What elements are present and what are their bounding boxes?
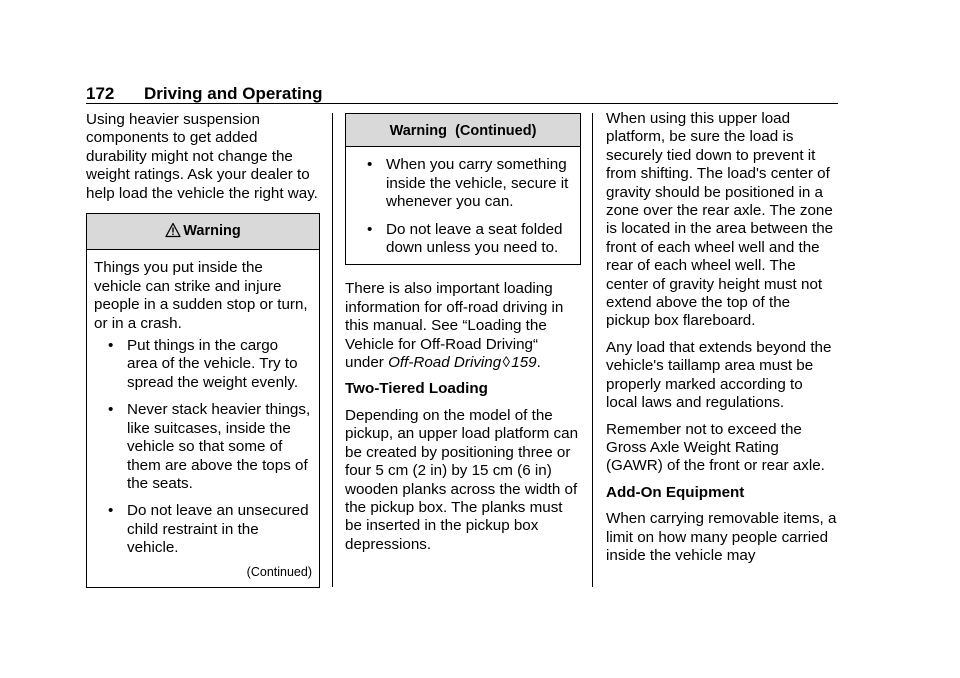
warning-header bbox=[87, 214, 319, 250]
bullet-glyph: • bbox=[367, 156, 373, 174]
section-heading: Two-Tiered Loading bbox=[345, 380, 488, 398]
list-item bbox=[94, 337, 312, 392]
warning-header: Warning (Continued) bbox=[346, 114, 580, 147]
page-header bbox=[86, 84, 838, 104]
continued-label: (Continued) bbox=[246, 564, 312, 579]
upper-platform-paragraph: When using this upper load platform, be sure the load is securely tied down to prevent it from shifting. The load's center of gravity should be positioned in a zone over the rear axle. The zone is located in the area between the front of each wheel well and the rear of each wheel well. The center of gravity height must not extend above the top of the pickup box flareboard. bbox=[606, 110, 834, 330]
warning-bullet-list bbox=[94, 337, 312, 557]
bullet-glyph: • bbox=[367, 220, 373, 238]
section-heading: Add-On Equipment bbox=[606, 483, 745, 501]
cross-reference-page[interactable]: 159 bbox=[511, 354, 537, 372]
list-item bbox=[94, 401, 312, 493]
paragraph-text: There is also important loading information for off-road driving in this manual. See “Loading the Vehicle for Off-Road Driving“ under bbox=[345, 280, 564, 372]
list-item bbox=[353, 156, 573, 211]
column-1 bbox=[86, 111, 320, 588]
column-3 bbox=[606, 110, 838, 573]
column-divider bbox=[332, 113, 333, 587]
loading-info-paragraph bbox=[345, 280, 581, 372]
column-divider bbox=[592, 113, 593, 587]
list-item-text: Do not leave an unsecured child restraint in the vehicle. bbox=[127, 502, 309, 557]
warning-box-continued bbox=[345, 113, 581, 265]
warning-triangle-icon bbox=[165, 222, 181, 243]
warning-title: Warning bbox=[183, 223, 241, 240]
intro-paragraph: Using heavier suspension components to get added durability might not change the weight ratings. Ask your dealer to help load the vehicle the right way. bbox=[86, 111, 318, 202]
add-on-paragraph: When carrying removable items, a limit on how many people carried inside the vehicle may bbox=[606, 510, 837, 564]
warning-bullet-list bbox=[353, 156, 573, 257]
header-rule bbox=[86, 103, 838, 104]
paragraph-end: . bbox=[536, 354, 541, 372]
bullet-glyph: • bbox=[108, 502, 114, 520]
bullet-glyph: • bbox=[108, 337, 114, 355]
list-item bbox=[94, 502, 312, 557]
cross-reference-title[interactable]: Off-Road Driving bbox=[388, 354, 502, 372]
list-item-text: Never stack heavier things, like suitcases, inside the vehicle so that some of them are above the tops of the seats. bbox=[127, 401, 311, 492]
list-item-text: When you carry something inside the vehicle, secure it whenever you can. bbox=[386, 156, 569, 211]
section-title: Driving and Operating bbox=[144, 84, 323, 103]
warning-box bbox=[86, 213, 320, 588]
column-2 bbox=[345, 113, 581, 562]
two-tiered-paragraph: Depending on the model of the pickup, an upper load platform can be created by positioning three or four 5 cm (2 in) by 15 cm (6 in) wooden planks across the width of the pickup box. The planks must be inserted in the pickup box depressions. bbox=[345, 406, 579, 553]
bullet-glyph: • bbox=[108, 401, 114, 419]
list-item-text: Put things in the cargo area of the vehicle. Try to spread the weight evenly. bbox=[127, 337, 299, 391]
list-item-text: Do not leave a seat folded down unless you need to. bbox=[386, 220, 563, 257]
page-number: 172 bbox=[86, 84, 115, 103]
gawr-paragraph: Remember not to exceed the Gross Axle Weight Rating (GAWR) of the front or rear axle. bbox=[606, 420, 825, 475]
warning-body bbox=[346, 147, 580, 264]
page-reference-icon: ◊ bbox=[502, 354, 510, 372]
list-item bbox=[353, 221, 573, 258]
warning-text: Things you put inside the vehicle can strike and injure people in a sudden stop or turn, or in a crash. bbox=[94, 259, 308, 332]
load-marking-paragraph: Any load that extends beyond the vehicle's taillamp area must be properly marked according to local laws and regulations. bbox=[606, 338, 832, 412]
warning-body bbox=[87, 250, 319, 587]
